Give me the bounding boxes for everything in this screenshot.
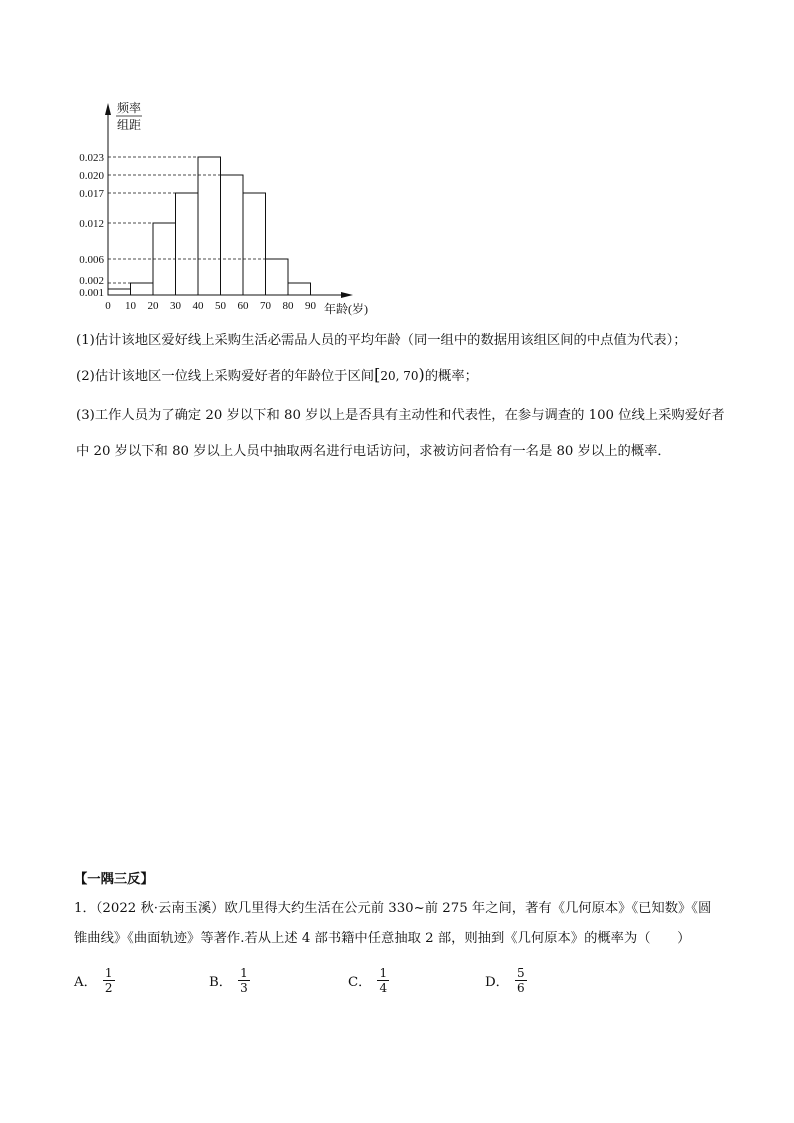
histogram-bar xyxy=(131,283,154,295)
interval-open-bracket: [ xyxy=(374,365,381,384)
choice-d-numerator: 5 xyxy=(516,965,525,980)
age-frequency-histogram xyxy=(60,95,390,320)
y-label-numerator: 频率 xyxy=(117,101,142,115)
question-1: (1)估计该地区爱好线上采购生活必需品人员的平均年龄（同一组中的数据用该组区间的中点值为代表）； xyxy=(76,333,687,348)
histogram-bar xyxy=(221,175,244,295)
histogram-bar xyxy=(108,289,131,295)
question-2-text: (2)估计该地区一位线上采购爱好者的年龄位于区间 xyxy=(76,369,375,384)
choice-a[interactable] xyxy=(74,962,115,998)
histogram-guide-lines xyxy=(108,157,266,283)
y-tick-label: 0.023 xyxy=(79,152,104,164)
y-tick-label: 0.020 xyxy=(79,170,104,182)
choice-b-label: B． xyxy=(209,974,233,990)
question-2 xyxy=(76,362,736,390)
choice-c-fraction xyxy=(377,966,389,995)
histogram-bar xyxy=(266,259,289,295)
x-tick-labels xyxy=(105,300,316,312)
choice-c-numerator: 1 xyxy=(379,965,388,980)
y-tick-label: 0.012 xyxy=(79,218,104,230)
choice-a-numerator: 1 xyxy=(104,965,113,980)
choice-c[interactable] xyxy=(348,962,389,998)
x-tick-label: 0 xyxy=(105,300,111,312)
choice-c-label: C． xyxy=(348,974,372,990)
x-tick-label: 10 xyxy=(125,300,136,312)
x-tick-label: 90 xyxy=(305,300,316,312)
problem-1-stem: 1．（2022 秋·云南玉溪）欧几里得大约生活在公元前 330~前 275 年之间，著有《几何原本》《已知数》《圆锥曲线》《曲面轨迹》等著作.若从上述 4 部书籍中任意抽取 2 部，则抽到《几何原本》的概率为（ ） xyxy=(74,901,712,946)
choice-d-denominator: 6 xyxy=(516,980,525,995)
answer-choices xyxy=(74,962,734,998)
x-tick-label: 30 xyxy=(170,300,181,312)
choice-b-numerator: 1 xyxy=(240,965,248,980)
question-2-tail: 的概率； xyxy=(424,369,478,384)
choice-c-denominator: 4 xyxy=(379,980,388,995)
x-tick-label: 70 xyxy=(260,300,271,312)
x-tick-label: 80 xyxy=(282,300,294,312)
choice-a-fraction xyxy=(103,966,115,995)
choice-b-denominator: 3 xyxy=(240,980,248,995)
y-tick-label: 0.006 xyxy=(79,254,104,266)
y-tick-labels xyxy=(79,152,104,299)
histogram-bar xyxy=(176,193,199,295)
y-tick-label: 0.001 xyxy=(79,287,104,299)
x-tick-label: 60 xyxy=(237,300,249,312)
choice-a-denominator: 2 xyxy=(104,980,113,995)
x-axis-label: 年龄(岁) xyxy=(324,302,368,316)
y-label-denominator: 组距 xyxy=(117,118,142,132)
choice-a-label: A． xyxy=(74,974,97,990)
choice-b[interactable] xyxy=(209,962,250,998)
histogram-bar xyxy=(243,193,266,295)
x-tick-label: 40 xyxy=(192,300,204,312)
choice-d-label: D． xyxy=(485,974,509,990)
choice-d-fraction xyxy=(515,966,527,995)
x-axis-arrow xyxy=(341,292,353,298)
histogram-bars xyxy=(108,157,311,295)
histogram-bar xyxy=(288,283,311,295)
section-title: 【一隅三反】 xyxy=(74,872,154,887)
x-tick-label: 50 xyxy=(215,300,226,312)
y-axis-arrow xyxy=(105,103,111,115)
interval-values: 20, 70 xyxy=(380,369,419,383)
x-tick-label: 20 xyxy=(147,300,159,312)
choice-b-fraction xyxy=(238,966,250,995)
histogram-bar xyxy=(198,157,221,295)
y-tick-label: 0.002 xyxy=(79,275,104,287)
question-3: (3)工作人员为了确定 20 岁以下和 80 岁以上是否具有主动性和代表性，在参与调查的 100 位线上采购爱好者中 20 岁以下和 80 岁以上人员中抽取两名进行电话访问，求被访问者恰有一名是 80 岁以上的概率． xyxy=(76,408,725,459)
interval-close-bracket: ) xyxy=(418,365,425,384)
y-tick-label: 0.017 xyxy=(79,188,104,200)
choice-d[interactable] xyxy=(485,962,527,998)
